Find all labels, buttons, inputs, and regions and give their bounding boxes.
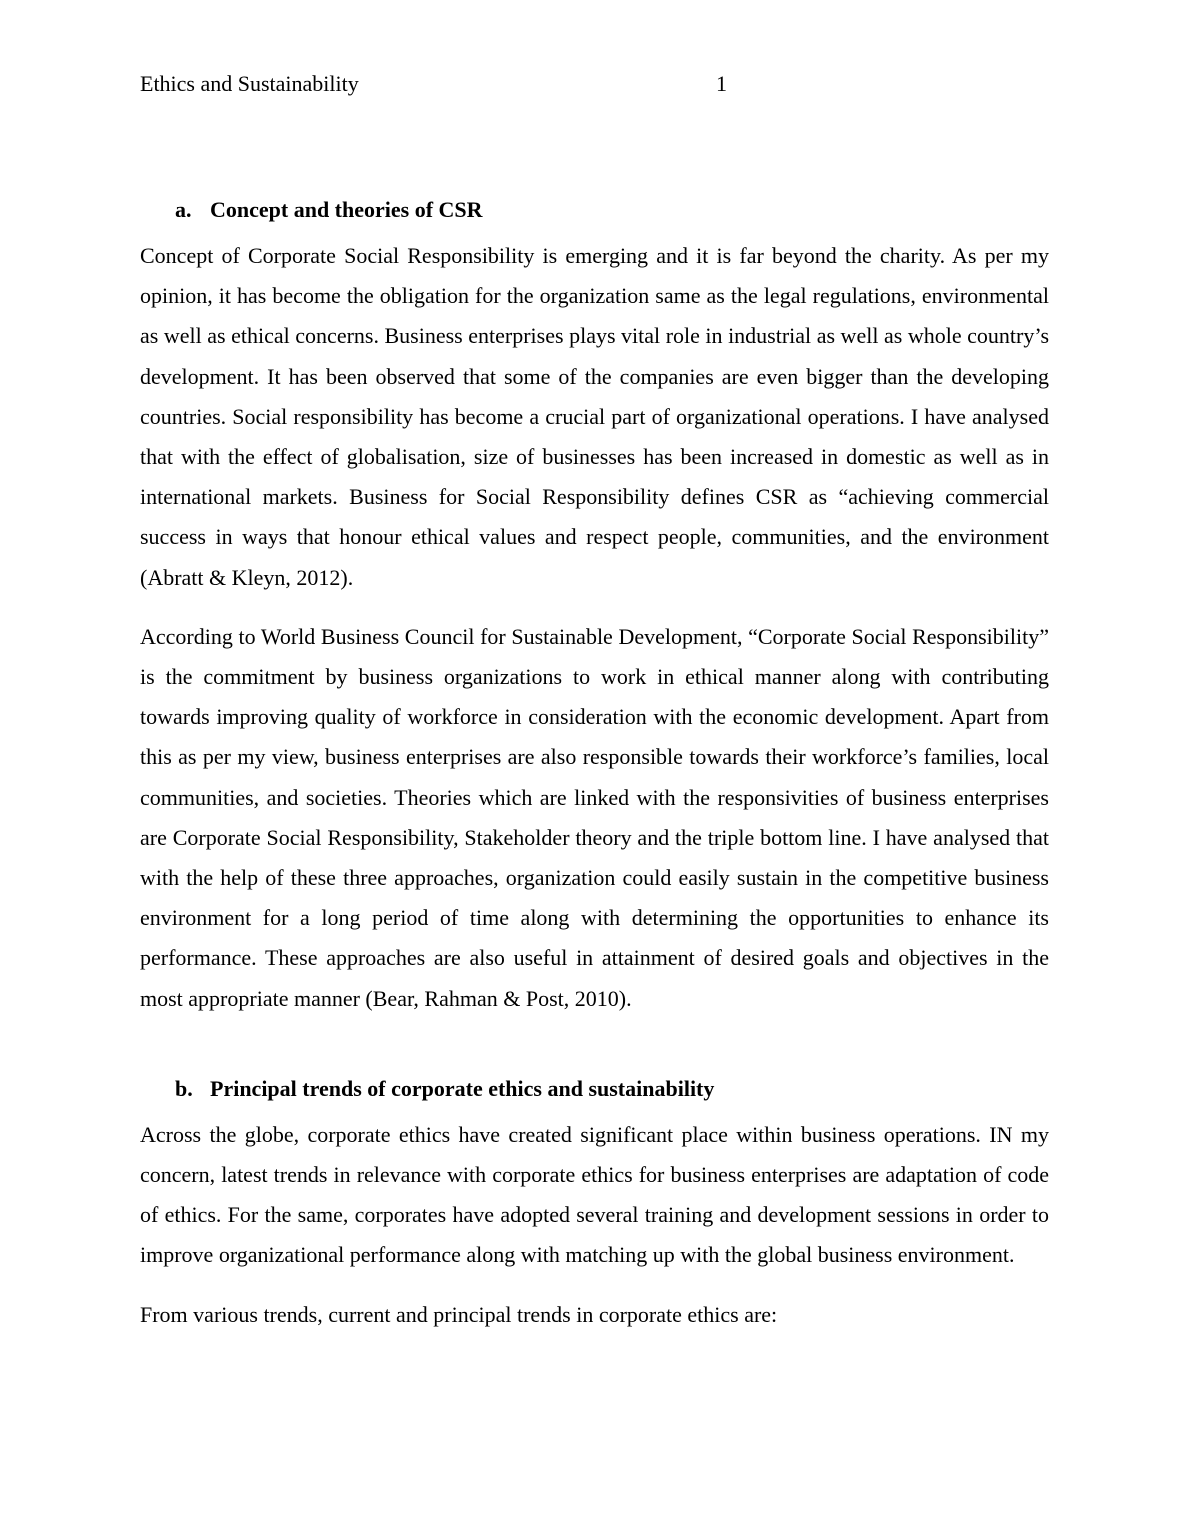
paragraph: Across the globe, corporate ethics have created significant place within business operations. IN my concern, latest trends in relevance with corporate ethics for business enterprises are adaptation of code of ethics. For the same, corporates have adopted several training and development sessions in order to improve organizational performance along with matching up with the global business environment. xyxy=(140,1121,1049,1268)
section-heading-a xyxy=(175,196,1049,224)
paragraph: According to World Business Council for Sustainable Development, “Corporate Social Responsibility” is the commitment by business organizations to work in ethical manner along with contributing towards improving quality of workforce in consideration with the economic development. Apart from this as per my view, business enterprises are also responsible towards their workforce’s families, local communities, and societies. Theories which are linked with the responsivities of business enterprises are Corporate Social Responsibility, Stakeholder theory and the triple bottom line. I have analysed that with the help of these three approaches, organization could easily sustain in the competitive business environment for a long period of time along with determining the opportunities to enhance its performance. These approaches are also useful in attainment of desired goals and objectives in the most appropriate manner (Bear, Rahman & Post, 2010). xyxy=(140,623,1049,1011)
section-marker: a. xyxy=(175,197,192,222)
paragraph: From various trends, current and principal trends in corporate ethics are: xyxy=(140,1301,778,1327)
running-head-title: Ethics and Sustainability xyxy=(140,71,359,96)
document-body xyxy=(140,196,1049,1335)
paragraph-spacer xyxy=(140,1276,1049,1295)
section-heading-b xyxy=(175,1075,1049,1103)
page-number: 1 xyxy=(716,71,727,96)
paragraph: Concept of Corporate Social Responsibility is emerging and it is far beyond the charity. As per my opinion, it has become the obligation for the organization same as the legal regulations, environmental as well as ethical concerns. Business enterprises plays vital role in industrial as well as whole country’s development. It has been observed that some of the companies are even bigger than the developing countries. Social responsibility has become a crucial part of organizational operations. I have analysed that with the effect of globalisation, size of businesses has been increased in domestic as well as in international markets. Business for Social Responsibility defines CSR as “achieving commercial success in ways that honour ethical values and respect people, communities, and the environment (Abratt & Kleyn, 2012). xyxy=(140,243,1049,590)
section-spacer xyxy=(140,1019,1049,1075)
paragraph-spacer xyxy=(140,598,1049,617)
section-title: Principal trends of corporate ethics and sustainability xyxy=(210,1075,715,1101)
section-marker: b. xyxy=(175,1075,193,1101)
section-title: Concept and theories of CSR xyxy=(210,197,483,222)
